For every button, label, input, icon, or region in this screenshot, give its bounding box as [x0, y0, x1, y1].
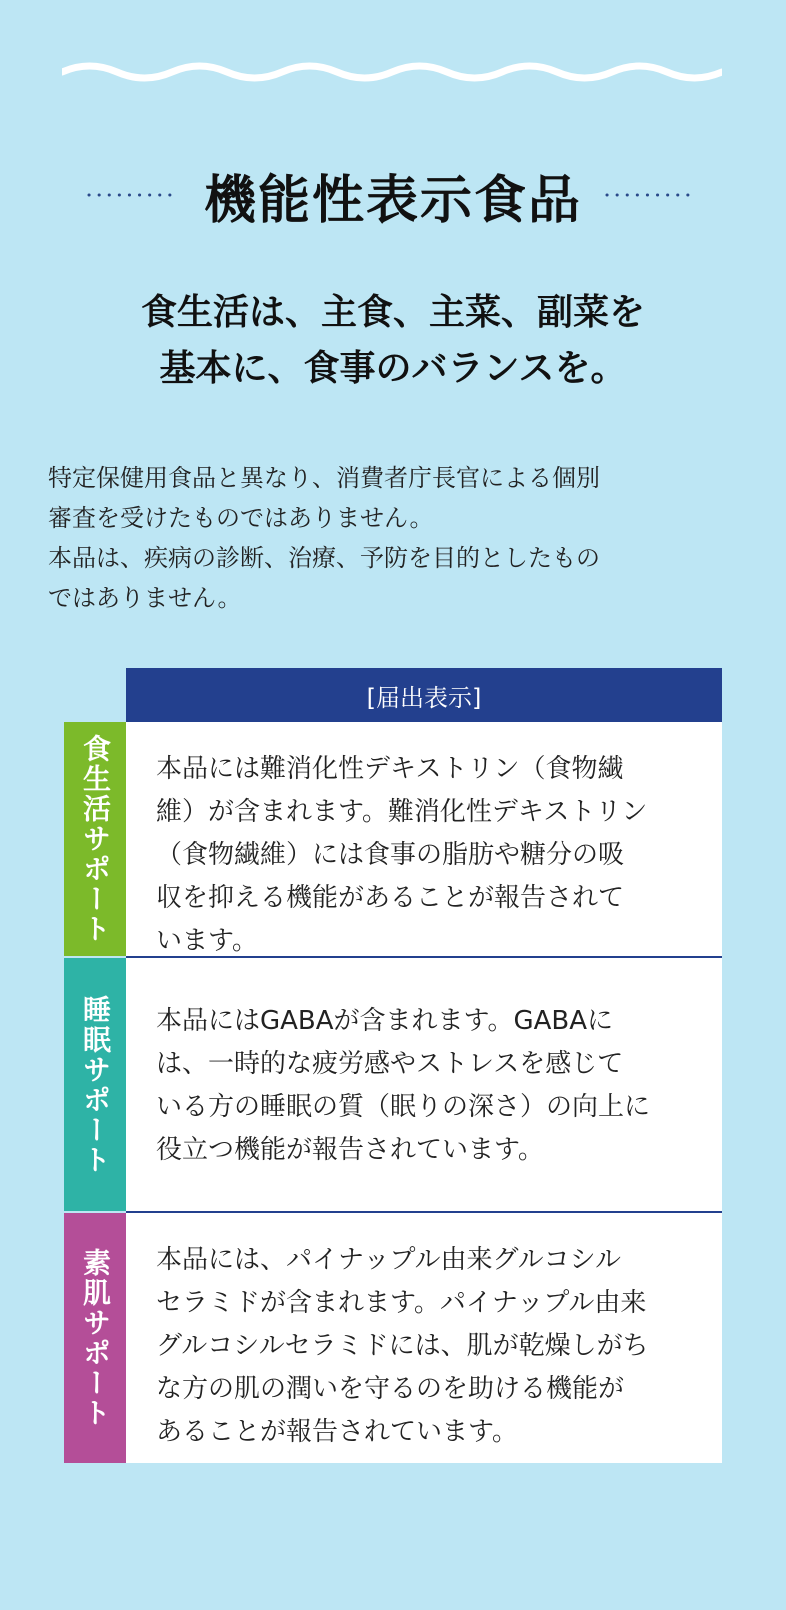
- wave-decoration: [62, 56, 722, 86]
- row-label-diet: [64, 722, 126, 956]
- row-text-sleep: [126, 958, 722, 1211]
- disclaimer-line: ではありません。: [48, 584, 242, 612]
- row-text-line: 役立つ機能が報告されています。: [156, 1135, 544, 1165]
- row-text-line: 維）が含まれます。難消化性デキストリン: [156, 797, 648, 827]
- title-row: [0, 155, 786, 235]
- row-label-skin: [64, 1213, 126, 1463]
- disclaimer: [48, 458, 748, 618]
- table-header: [届出表示]: [126, 668, 722, 722]
- disclaimer-line: 本品は、疾病の診断、治療、予防を目的としたもの: [48, 544, 600, 572]
- row-label-text: 睡眠サポート: [79, 994, 112, 1175]
- row-text-line: 本品には難消化性デキストリン（食物繊: [156, 754, 624, 784]
- row-text-line: な方の肌の潤いを守るのを助ける機能が: [156, 1374, 625, 1404]
- disclaimer-line: 審査を受けたものではありません。: [48, 504, 434, 532]
- row-text-line: あることが報告されています。: [156, 1417, 518, 1447]
- row-text-line: いる方の睡眠の質（眠りの深さ）の向上に: [156, 1092, 651, 1122]
- row-label-text: 食生活サポート: [79, 734, 112, 944]
- row-text-line: グルコシルセラミドには、肌が乾燥しがち: [156, 1331, 649, 1361]
- row-text-line: 収を抑える機能があることが報告されて: [156, 883, 625, 913]
- support-row-diet: [64, 722, 722, 956]
- row-text-line: （食物繊維）には食事の脂肪や糖分の吸: [156, 840, 625, 870]
- tagline-line: 基本に、食事のバランスを。: [159, 348, 627, 389]
- support-row-sleep: [64, 958, 722, 1211]
- row-label-sleep: [64, 958, 126, 1211]
- disclaimer-line: 特定保健用食品と異なり、消費者庁長官による個別: [48, 464, 600, 492]
- row-text-line: 本品にはGABAが含まれます。GABAに: [156, 1006, 614, 1036]
- row-text-line: セラミドが含まれます。パイナップル由来: [156, 1288, 647, 1318]
- row-text-line: います。: [156, 926, 258, 956]
- row-label-text: 素肌サポート: [79, 1248, 112, 1428]
- page-title: 機能性表示食品: [203, 170, 582, 231]
- tagline-line: 食生活は、主食、主菜、副菜を: [140, 292, 645, 333]
- row-text-line: 本品には、パイナップル由来グルコシル: [156, 1245, 622, 1275]
- dotted-line-left: [86, 192, 182, 198]
- dotted-line-right: [604, 192, 700, 198]
- row-text-line: は、一時的な疲労感やストレスを感じて: [156, 1049, 624, 1079]
- row-text-skin: [126, 1213, 722, 1463]
- support-row-skin: [64, 1213, 722, 1463]
- tagline: [0, 285, 786, 397]
- row-text-diet: [126, 722, 722, 956]
